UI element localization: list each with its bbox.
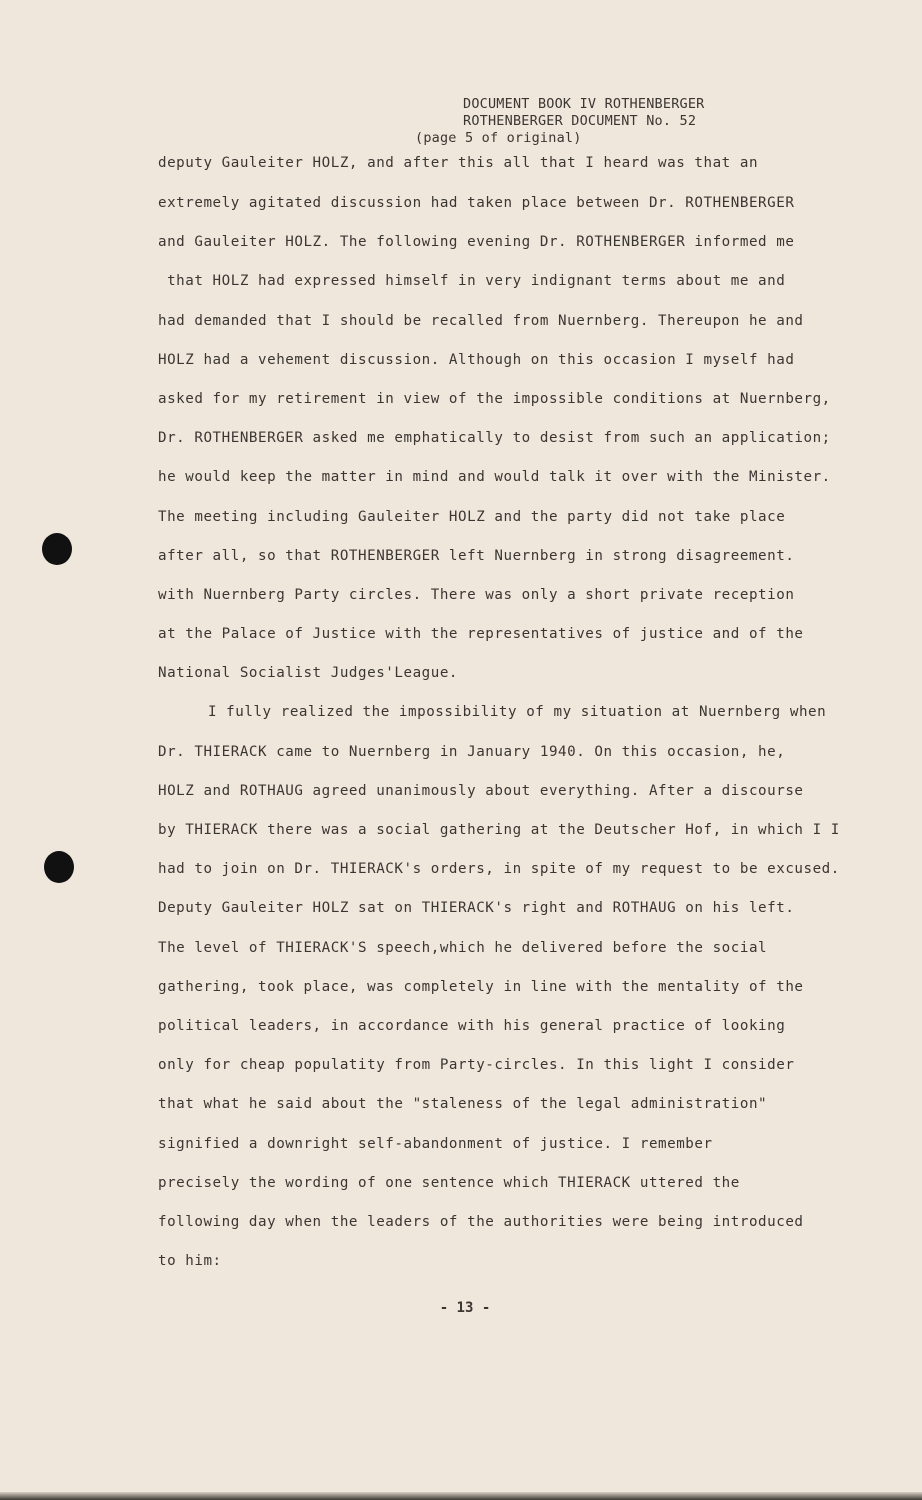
scan-edge [0, 1492, 922, 1500]
body-line: and Gauleiter HOLZ. The following evening Dr. ROTHENBERGER informed me [158, 234, 795, 251]
body-line: to him: [158, 1253, 222, 1270]
punch-hole [42, 533, 72, 565]
body-line: after all, so that ROTHENBERGER left Nuernberg in strong disagreement. [158, 547, 795, 564]
body-line: National Socialist Judges'League. [158, 665, 459, 682]
body-line: HOLZ had a vehement discussion. Although on this occasion I myself had [158, 351, 795, 368]
punch-hole [44, 851, 74, 883]
header-page-reference: (page 5 of original) [415, 130, 582, 146]
body-line: he would keep the matter in mind and would talk it over with the Minister. [158, 469, 831, 486]
body-line: The level of THIERACK'S speech,which he delivered before the social [158, 939, 768, 956]
body-line: deputy Gauleiter HOLZ, and after this all that I heard was that an [158, 155, 759, 171]
body-line: Deputy Gauleiter HOLZ sat on THIERACK's right and ROTHAUG on his left. [158, 900, 795, 917]
body-line: political leaders, in accordance with his general practice of looking [158, 1017, 786, 1034]
body-line: had to join on Dr. THIERACK's orders, in spite of my request to be excused. [158, 861, 840, 878]
body-line: precisely the wording of one sentence which THIERACK uttered the [158, 1174, 740, 1191]
document-header [405, 96, 825, 147]
body-line: HOLZ and ROTHAUG agreed unanimously about everything. After a discourse [158, 782, 804, 799]
body-line: I fully realized the impossibility of my situation at Nuernberg when [208, 704, 827, 721]
body-line: only for cheap populatity from Party-circles. In this light I consider [158, 1057, 795, 1074]
body-line: Dr. ROTHENBERGER asked me emphatically to desist from such an application; [158, 430, 831, 447]
body-line: that HOLZ had expressed himself in very indignant terms about me and [158, 273, 786, 290]
body-line: following day when the leaders of the authorities were being introduced [158, 1213, 804, 1230]
body-line: signified a downright self-abandonment of justice. I remember [158, 1135, 713, 1152]
document-body [158, 150, 898, 1287]
body-line: Dr. THIERACK came to Nuernberg in January 1940. On this occasion, he, [158, 743, 786, 760]
body-line: gathering, took place, was completely in line with the mentality of the [158, 978, 804, 995]
body-line: at the Palace of Justice with the representatives of justice and of the [158, 626, 804, 643]
body-line: by THIERACK there was a social gathering at the Deutscher Hof, in which I I [158, 822, 840, 838]
body-line: that what he said about the "staleness of the legal administration" [158, 1096, 768, 1113]
body-line: The meeting including Gauleiter HOLZ and the party did not take place [158, 508, 786, 525]
header-title: DOCUMENT BOOK IV ROTHENBERGER [463, 96, 705, 112]
body-line: asked for my retirement in view of the impossible conditions at Nuernberg, [158, 390, 831, 407]
body-line: had demanded that I should be recalled from Nuernberg. Thereupon he and [158, 312, 804, 329]
page-number: - 13 - [439, 1300, 491, 1316]
body-line: with Nuernberg Party circles. There was only a short private reception [158, 586, 795, 603]
body-line: extremely agitated discussion had taken place between Dr. ROTHENBERGER [158, 195, 795, 211]
header-document-number: ROTHENBERGER DOCUMENT No. 52 [463, 113, 697, 129]
